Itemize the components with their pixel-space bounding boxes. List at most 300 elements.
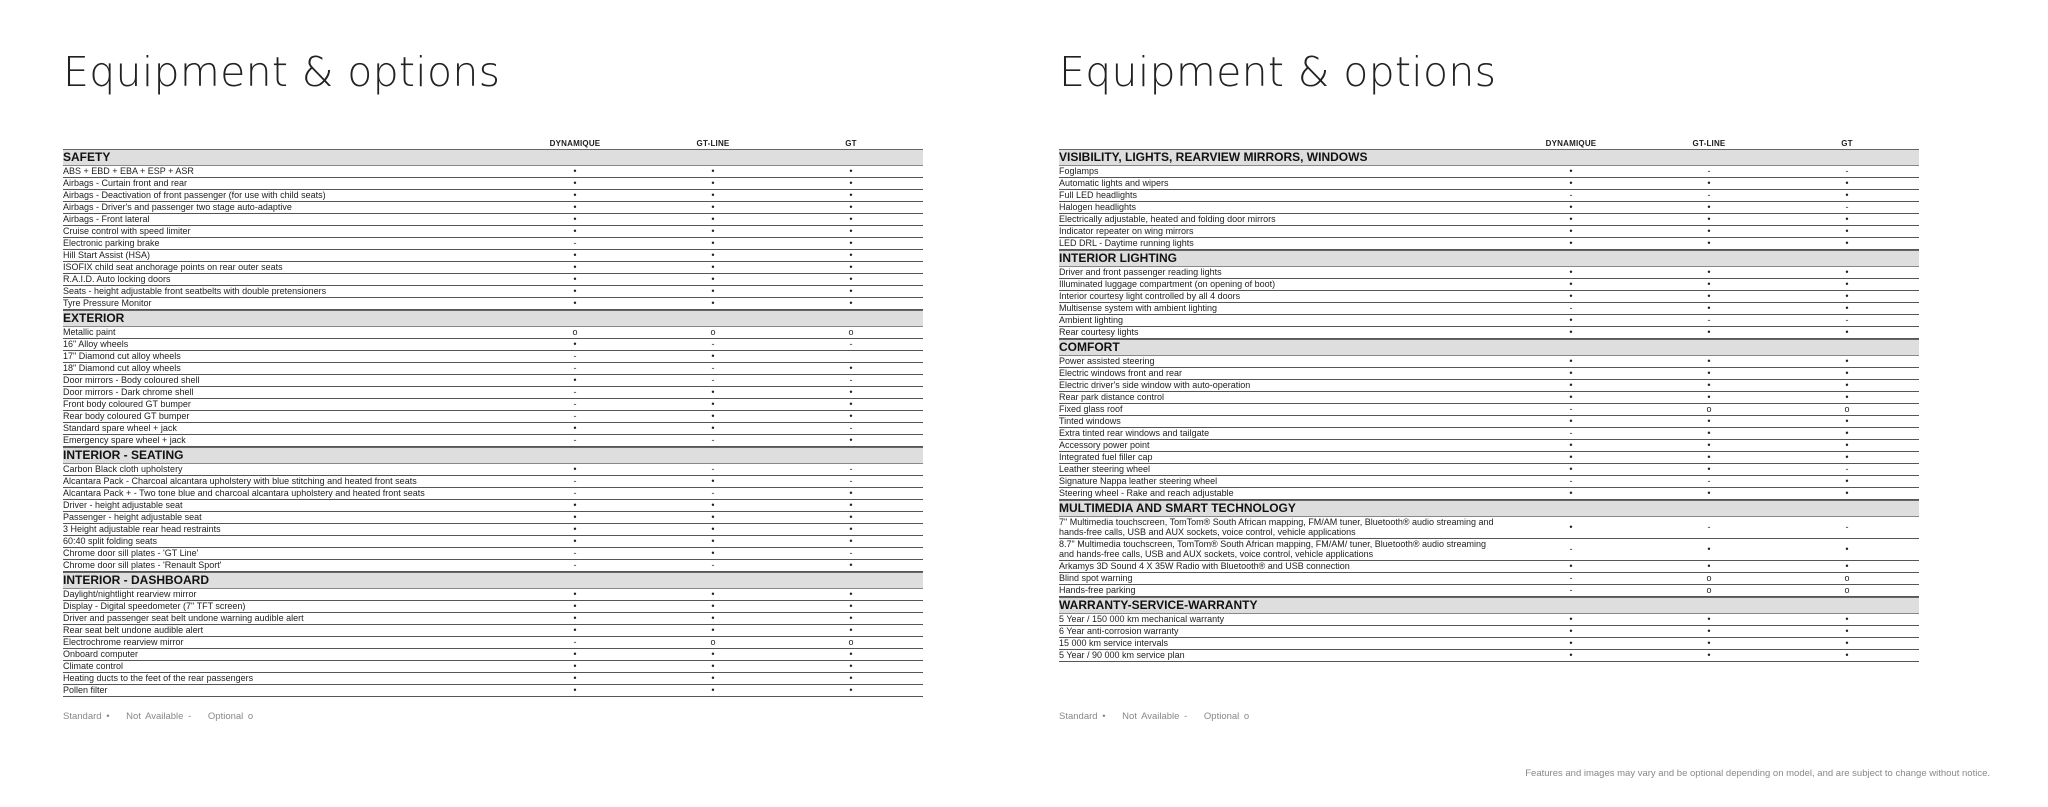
value-gt-line: -: [1707, 190, 1711, 200]
feature-label: ABS + EBD + EBA + ESP + ASR: [63, 166, 194, 176]
value-gt-line: -: [711, 464, 715, 474]
value-gt: •: [1845, 214, 1849, 224]
feature-label: Metallic paint: [63, 327, 116, 337]
feature-label: Arkamys 3D Sound 4 X 35W Radio with Bluetooth® and USB connection: [1059, 561, 1350, 571]
value-dynamique: -: [573, 476, 577, 486]
value-gt-line: •: [1707, 544, 1711, 554]
value-gt-line: -: [1707, 315, 1711, 325]
value-gt: •: [1845, 452, 1849, 462]
value-gt-line: •: [1707, 178, 1711, 188]
feature-label: Rear body coloured GT bumper: [63, 411, 190, 421]
feature-label: Electrochrome rearview mirror: [63, 637, 184, 647]
value-gt: •: [849, 399, 853, 409]
table-row: [1059, 238, 1919, 250]
value-gt-line: •: [1707, 561, 1711, 571]
value-dynamique: •: [573, 202, 577, 212]
table-row: [1059, 368, 1919, 380]
value-gt: •: [1845, 303, 1849, 313]
value-gt: •: [1845, 267, 1849, 277]
footnote-disclaimer: Features and images may vary and be optional depending on model, and are subject to change without notice.: [1525, 768, 1990, 779]
table-row: [63, 226, 923, 238]
value-dynamique: •: [1569, 488, 1573, 498]
value-gt: •: [1845, 178, 1849, 188]
table-row: [63, 363, 923, 375]
value-gt: •: [849, 274, 853, 284]
legend-not-available: Not Available -: [1122, 711, 1188, 722]
value-dynamique: •: [1569, 315, 1573, 325]
feature-label: Airbags - Curtain front and rear: [63, 178, 188, 188]
table-row: [63, 476, 923, 488]
column-header-gt: GT: [845, 139, 857, 148]
table-row: [1059, 291, 1919, 303]
value-dynamique: •: [573, 214, 577, 224]
value-dynamique: -: [573, 238, 577, 248]
feature-label: 5 Year / 90 000 km service plan: [1059, 650, 1185, 660]
section-header: MULTIMEDIA AND SMART TECHNOLOGY: [1059, 500, 1919, 517]
value-gt-line: •: [711, 673, 715, 683]
feature-label: Airbags - Deactivation of front passenger (for use with child seats): [63, 190, 326, 200]
table-row: [1059, 214, 1919, 226]
feature-label: Leather steering wheel: [1059, 464, 1151, 474]
feature-label: Door mirrors - Dark chrome shell: [63, 387, 194, 397]
table-row: [1059, 517, 1919, 539]
value-gt: -: [849, 339, 853, 349]
value-gt: •: [849, 166, 853, 176]
value-dynamique: -: [573, 548, 577, 558]
value-dynamique: •: [573, 286, 577, 296]
value-dynamique: -: [573, 435, 577, 445]
value-dynamique: -: [573, 488, 577, 498]
value-gt: •: [849, 262, 853, 272]
legend-not-available: Not Available -: [126, 711, 192, 722]
value-gt-line: o: [1706, 573, 1712, 583]
feature-label: 17" Diamond cut alloy wheels: [63, 351, 181, 361]
value-dynamique: •: [573, 649, 577, 659]
feature-label: Tyre Pressure Monitor: [63, 298, 152, 308]
value-dynamique: •: [1569, 327, 1573, 337]
value-gt-line: •: [1707, 356, 1711, 366]
value-gt: •: [1845, 440, 1849, 450]
feature-label: 8.7" Multimedia touchscreen, TomTom® South African mapping, FM/AM/ tuner, Bluetooth® audio streaming and hands-free calls, USB and AUX sockets, voice control, vehicle applications: [1059, 539, 1486, 559]
value-gt: •: [1845, 626, 1849, 636]
feature-label: Extra tinted rear windows and tailgate: [1059, 428, 1210, 438]
value-gt: •: [849, 363, 853, 373]
feature-label: Halogen headlights: [1059, 202, 1137, 212]
value-gt: o: [848, 637, 854, 647]
legend-optional: Optional o: [207, 711, 254, 722]
equipment-table: [1059, 139, 1919, 662]
table-row: [63, 500, 923, 512]
value-dynamique: •: [1569, 380, 1573, 390]
feature-label: Steering wheel - Rake and reach adjustable: [1059, 488, 1234, 498]
value-gt-line: o: [1706, 404, 1712, 414]
value-gt: -: [849, 464, 853, 474]
value-dynamique: •: [1569, 638, 1573, 648]
value-gt-line: •: [711, 524, 715, 534]
value-gt: •: [1845, 327, 1849, 337]
value-dynamique: -: [573, 637, 577, 647]
column-header-gt: GT: [1841, 139, 1853, 148]
value-gt-line: o: [710, 637, 716, 647]
value-gt: -: [1845, 202, 1849, 212]
value-gt: •: [1845, 291, 1849, 301]
value-dynamique: -: [1569, 544, 1573, 554]
feature-label: Driver - height adjustable seat: [63, 500, 183, 510]
value-dynamique: -: [573, 411, 577, 421]
section-header: WARRANTY-SERVICE-WARRANTY: [1059, 597, 1919, 614]
value-gt-line: •: [711, 351, 715, 361]
feature-label: Heating ducts to the feet of the rear passengers: [63, 673, 254, 683]
table-row: [63, 488, 923, 500]
table-row: [1059, 380, 1919, 392]
feature-label: Chrome door sill plates - 'GT Line': [63, 548, 199, 558]
value-dynamique: •: [573, 601, 577, 611]
feature-label: Display - Digital speedometer (7" TFT screen): [63, 601, 246, 611]
value-gt: o: [848, 327, 854, 337]
value-gt: •: [849, 661, 853, 671]
table-row: [1059, 561, 1919, 573]
value-dynamique: •: [573, 673, 577, 683]
value-dynamique: •: [1569, 650, 1573, 660]
table-row: [63, 423, 923, 435]
table-row: [1059, 315, 1919, 327]
feature-label: Electronic parking brake: [63, 238, 160, 248]
feature-label: Passenger - height adjustable seat: [63, 512, 202, 522]
table-row: [63, 613, 923, 625]
feature-label: Blind spot warning: [1059, 573, 1133, 583]
value-gt-line: •: [1707, 428, 1711, 438]
feature-label: Multisense system with ambient lighting: [1059, 303, 1218, 313]
value-gt-line: -: [1707, 476, 1711, 486]
value-gt-line: •: [711, 512, 715, 522]
table-row: [63, 286, 923, 298]
feature-label: Emergency spare wheel + jack: [63, 435, 186, 445]
table-row: [1059, 440, 1919, 452]
value-gt-line: •: [711, 649, 715, 659]
table-row: [63, 351, 923, 363]
feature-label: 3 Height adjustable rear head restraints: [63, 524, 221, 534]
value-gt-line: •: [1707, 267, 1711, 277]
value-gt: •: [849, 238, 853, 248]
feature-label: Full LED headlights: [1059, 190, 1138, 200]
table-row: [1059, 226, 1919, 238]
value-gt-line: •: [1707, 303, 1711, 313]
value-gt: •: [849, 560, 853, 570]
feature-label: Seats - height adjustable front seatbelts with double pretensioners: [63, 286, 327, 296]
column-header-dynamique: DYNAMIQUE: [549, 139, 601, 148]
value-gt-line: -: [711, 375, 715, 385]
value-gt: •: [1845, 416, 1849, 426]
value-dynamique: •: [1569, 202, 1573, 212]
feature-label: Rear courtesy lights: [1059, 327, 1139, 337]
value-gt-line: •: [711, 286, 715, 296]
table-row: [63, 512, 923, 524]
value-gt-line: •: [1707, 392, 1711, 402]
value-dynamique: •: [573, 274, 577, 284]
value-gt: •: [849, 190, 853, 200]
feature-label: Accessory power point: [1059, 440, 1150, 450]
feature-label: Illuminated luggage compartment (on opening of boot): [1059, 279, 1276, 289]
feature-label: 18" Diamond cut alloy wheels: [63, 363, 181, 373]
value-dynamique: •: [1569, 522, 1573, 532]
value-gt: •: [849, 536, 853, 546]
value-gt: •: [849, 601, 853, 611]
value-gt-line: -: [711, 363, 715, 373]
feature-label: Climate control: [63, 661, 124, 671]
feature-label: LED DRL - Daytime running lights: [1059, 238, 1194, 248]
value-dynamique: •: [1569, 464, 1573, 474]
table-row: [63, 524, 923, 536]
section-header: INTERIOR - SEATING: [63, 447, 923, 464]
value-gt-line: •: [1707, 238, 1711, 248]
value-gt-line: •: [711, 548, 715, 558]
value-dynamique: -: [573, 387, 577, 397]
feature-label: Electrically adjustable, heated and folding door mirrors: [1059, 214, 1276, 224]
table-row: [63, 250, 923, 262]
table-row: [1059, 650, 1919, 662]
table-row: [63, 661, 923, 673]
feature-label: 6 Year anti-corrosion warranty: [1059, 626, 1179, 636]
value-dynamique: •: [1569, 226, 1573, 236]
column-headers: [1059, 139, 1919, 149]
table-row: [1059, 327, 1919, 339]
value-dynamique: •: [573, 250, 577, 260]
value-dynamique: •: [1569, 166, 1573, 176]
table-row: [63, 339, 923, 351]
value-gt-line: •: [711, 661, 715, 671]
value-dynamique: •: [1569, 561, 1573, 571]
table-row: [1059, 356, 1919, 368]
feature-label: Airbags - Driver's and passenger two stage auto-adaptive: [63, 202, 292, 212]
table-row: [63, 262, 923, 274]
value-dynamique: •: [1569, 356, 1573, 366]
value-gt: •: [849, 214, 853, 224]
value-gt-line: •: [711, 536, 715, 546]
value-gt: •: [1845, 488, 1849, 498]
feature-label: Automatic lights and wipers: [1059, 178, 1169, 188]
value-gt-line: •: [711, 685, 715, 695]
table-body: [1059, 149, 1919, 662]
table-row: [63, 399, 923, 411]
table-row: [1059, 638, 1919, 650]
value-gt: o: [1844, 573, 1850, 583]
table-row: [63, 560, 923, 572]
legend-optional: Optional o: [1203, 711, 1250, 722]
value-dynamique: -: [1569, 404, 1573, 414]
table-row: [63, 649, 923, 661]
feature-label: Power assisted steering: [1059, 356, 1155, 366]
section-header: EXTERIOR: [63, 310, 923, 327]
value-dynamique: •: [573, 536, 577, 546]
value-gt-line: -: [711, 435, 715, 445]
value-gt-line: •: [711, 250, 715, 260]
value-gt: •: [1845, 356, 1849, 366]
value-gt: •: [849, 286, 853, 296]
value-gt-line: •: [711, 423, 715, 433]
value-gt-line: •: [711, 262, 715, 272]
value-gt: •: [1845, 650, 1849, 660]
feature-label: Foglamps: [1059, 166, 1099, 176]
column-header-gt-line: GT-LINE: [696, 139, 730, 148]
table-row: [63, 625, 923, 637]
table-row: [1059, 202, 1919, 214]
section-header: SAFETY: [63, 149, 923, 166]
value-dynamique: •: [1569, 178, 1573, 188]
table-row: [63, 327, 923, 339]
value-gt-line: •: [711, 625, 715, 635]
value-gt: •: [1845, 380, 1849, 390]
value-gt-line: •: [711, 500, 715, 510]
value-dynamique: •: [573, 589, 577, 599]
value-gt-line: •: [711, 476, 715, 486]
value-dynamique: -: [573, 399, 577, 409]
feature-label: Hands-free parking: [1059, 585, 1136, 595]
value-dynamique: •: [1569, 214, 1573, 224]
table-row: [1059, 626, 1919, 638]
feature-label: Alcantara Pack + - Two tone blue and charcoal alcantara upholstery and heated front seats: [63, 488, 425, 498]
value-gt-line: •: [711, 399, 715, 409]
value-gt: •: [1845, 428, 1849, 438]
value-dynamique: o: [572, 327, 578, 337]
value-dynamique: -: [1569, 303, 1573, 313]
value-dynamique: •: [1569, 440, 1573, 450]
value-gt-line: •: [1707, 464, 1711, 474]
value-gt: o: [1844, 404, 1850, 414]
value-gt-line: •: [1707, 440, 1711, 450]
value-gt: •: [849, 411, 853, 421]
feature-label: Front body coloured GT bumper: [63, 399, 191, 409]
value-gt-line: •: [1707, 226, 1711, 236]
value-gt-line: •: [1707, 368, 1711, 378]
value-gt: •: [849, 512, 853, 522]
feature-label: Electric driver's side window with auto-operation: [1059, 380, 1251, 390]
table-row: [1059, 303, 1919, 315]
value-gt: •: [1845, 368, 1849, 378]
value-gt-line: •: [1707, 650, 1711, 660]
value-dynamique: -: [573, 351, 577, 361]
legend: [1059, 711, 1261, 722]
value-gt: -: [849, 375, 853, 385]
feature-label: Onboard computer: [63, 649, 139, 659]
table-row: [1059, 428, 1919, 440]
table-row: [63, 274, 923, 286]
value-dynamique: •: [573, 190, 577, 200]
value-gt: •: [849, 488, 853, 498]
value-dynamique: •: [573, 375, 577, 385]
table-row: [1059, 190, 1919, 202]
value-gt-line: •: [1707, 291, 1711, 301]
value-gt: •: [849, 500, 853, 510]
value-gt-line: •: [1707, 488, 1711, 498]
feature-label: Alcantara Pack - Charcoal alcantara upholstery with blue stitching and heated front seats: [63, 476, 417, 486]
table-row: [1059, 585, 1919, 597]
value-gt-line: •: [1707, 380, 1711, 390]
table-row: [63, 238, 923, 250]
feature-label: Ambient lighting: [1059, 315, 1124, 325]
value-gt-line: -: [711, 560, 715, 570]
table-row: [1059, 392, 1919, 404]
value-gt: -: [1845, 315, 1849, 325]
value-gt: •: [849, 202, 853, 212]
feature-label: Door mirrors - Body coloured shell: [63, 375, 200, 385]
feature-label: 16" Alloy wheels: [63, 339, 129, 349]
table-row: [63, 685, 923, 697]
feature-label: Driver and front passenger reading lights: [1059, 267, 1222, 277]
value-gt: •: [849, 613, 853, 623]
value-dynamique: •: [573, 166, 577, 176]
value-dynamique: •: [1569, 614, 1573, 624]
feature-label: Signature Nappa leather steering wheel: [1059, 476, 1218, 486]
value-gt-line: •: [711, 387, 715, 397]
value-gt-line: -: [1707, 522, 1711, 532]
section-header: INTERIOR - DASHBOARD: [63, 572, 923, 589]
value-dynamique: •: [1569, 238, 1573, 248]
value-gt-line: -: [1707, 166, 1711, 176]
value-dynamique: •: [573, 464, 577, 474]
legend-standard: Standard •: [63, 711, 110, 722]
value-dynamique: •: [573, 226, 577, 236]
value-gt: -: [849, 476, 853, 486]
value-gt: •: [1845, 561, 1849, 571]
feature-label: ISOFIX child seat anchorage points on rear outer seats: [63, 262, 283, 272]
value-gt: •: [849, 625, 853, 635]
feature-label: Indicator repeater on wing mirrors: [1059, 226, 1194, 236]
table-row: [1059, 416, 1919, 428]
value-dynamique: •: [1569, 416, 1573, 426]
value-gt-line: •: [1707, 452, 1711, 462]
value-dynamique: •: [1569, 267, 1573, 277]
value-gt-line: •: [711, 411, 715, 421]
feature-label: Hill Start Assist (HSA): [63, 250, 151, 260]
value-gt-line: •: [711, 166, 715, 176]
value-gt: -: [1845, 464, 1849, 474]
page-title: Equipment & options: [1059, 48, 1497, 96]
feature-label: Interior courtesy light controlled by all 4 doors: [1059, 291, 1241, 301]
value-dynamique: -: [1569, 585, 1573, 595]
table-row: [63, 298, 923, 310]
value-gt-line: •: [711, 298, 715, 308]
value-gt-line: •: [711, 214, 715, 224]
value-gt: •: [849, 685, 853, 695]
value-dynamique: •: [573, 685, 577, 695]
table-row: [1059, 267, 1919, 279]
value-gt: •: [1845, 544, 1849, 554]
feature-label: Airbags - Front lateral: [63, 214, 150, 224]
value-dynamique: -: [573, 560, 577, 570]
feature-label: Integrated fuel filler cap: [1059, 452, 1153, 462]
feature-label: Electric windows front and rear: [1059, 368, 1183, 378]
value-gt: •: [1845, 392, 1849, 402]
feature-label: 60:40 split folding seats: [63, 536, 158, 546]
value-gt: •: [1845, 279, 1849, 289]
table-row: [63, 190, 923, 202]
value-gt-line: •: [1707, 214, 1711, 224]
value-gt: •: [1845, 238, 1849, 248]
value-dynamique: -: [1569, 476, 1573, 486]
value-gt-line: •: [711, 238, 715, 248]
table-row: [63, 637, 923, 649]
value-gt-line: •: [711, 178, 715, 188]
value-gt-line: •: [1707, 626, 1711, 636]
value-dynamique: -: [573, 363, 577, 373]
value-gt: •: [1845, 190, 1849, 200]
table-row: [1059, 452, 1919, 464]
table-row: [63, 202, 923, 214]
table-row: [63, 601, 923, 613]
value-dynamique: •: [573, 613, 577, 623]
value-gt: •: [849, 178, 853, 188]
table-row: [63, 214, 923, 226]
